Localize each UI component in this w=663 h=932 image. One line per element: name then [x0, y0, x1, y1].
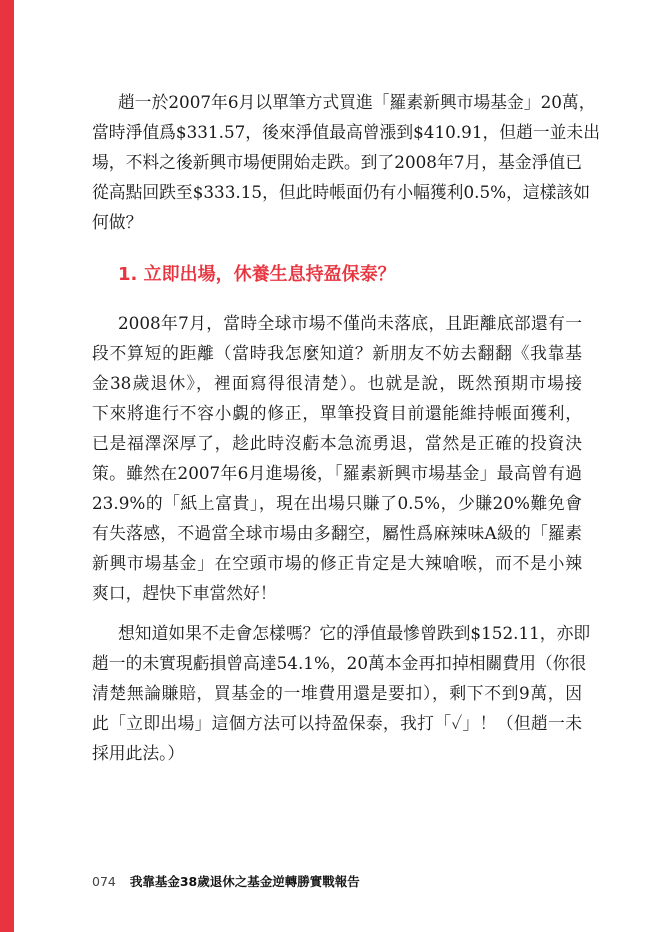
paragraph-1-line-1: 趙一於2007年6月以單筆方式買進「羅素新興市場基金」20萬， — [118, 92, 596, 112]
book-title: 我靠基金38歲退休之基金逆轉勝實戰報告 — [129, 874, 360, 889]
page-edge-bar — [0, 0, 14, 932]
paragraph-2-line-3: 金38歲退休》，裡面寫得很清楚）。也就是說，既然預期市場接 — [92, 373, 582, 393]
paragraph-3-line-2: 趙一的未實現虧損曾高達54.1%，20萬本金再扣掉相關費用（你很 — [92, 653, 587, 673]
paragraph-1-line-5: 何做？ — [92, 212, 143, 232]
section-heading: 1. 立即出場，休養生息持盈保泰？ — [118, 264, 396, 285]
paragraph-2-line-1: 2008年7月，當時全球市場不僅尚未落底，且距離底部還有一 — [118, 313, 582, 333]
paragraph-2-line-9: 新興市場基金」在空頭市場的修正肯定是大辣嗆喉，而不是小辣 — [92, 553, 582, 573]
paragraph-2-line-8: 有失落感，不過當全球市場由多翻空，屬性爲麻辣味A級的「羅素 — [92, 523, 582, 543]
paragraph-2-line-4: 下來將進行不容小覷的修正，單筆投資目前還能維持帳面獲利， — [92, 403, 582, 423]
paragraph-1-line-3: 場，不料之後新興市場便開始走跌。到了2008年7月，基金淨值已 — [92, 152, 582, 172]
paragraph-2-line-10: 爽口，趕快下車當然好！ — [92, 583, 277, 603]
paragraph-2-line-5: 已是福澤深厚了，趁此時沒虧本急流勇退，當然是正確的投資決 — [92, 433, 582, 453]
paragraph-3-line-5: 採用此法。） — [92, 743, 185, 763]
paragraph-3-line-3: 清楚無論賺賠，買基金的一堆費用還是要扣），剩下不到9萬，因 — [92, 683, 582, 703]
paragraph-1-line-2: 當時淨值爲$331.57，後來淨值最高曾漲到$410.91，但趙一並未出 — [92, 122, 600, 142]
page-number: 074 — [92, 874, 116, 889]
paragraph-2-line-2: 段不算短的距離（當時我怎麼知道？新朋友不妨去翻翻《我靠基 — [92, 343, 582, 363]
paragraph-3-line-4: 此「立即出場」這個方法可以持盈保泰，我打「✓」！（但趙一未 — [92, 713, 582, 733]
paragraph-3-line-1: 想知道如果不走會怎樣嗎？它的淨值最慘曾跌到$152.11，亦即 — [118, 623, 591, 643]
paragraph-1-line-4: 從高點回跌至$333.15，但此時帳面仍有小幅獲利0.5%，這樣該如 — [92, 182, 590, 202]
page-footer — [92, 872, 360, 892]
paragraph-2-line-6: 策。雖然在2007年6月進場後，「羅素新興市場基金」最高曾有過 — [92, 463, 582, 483]
paragraph-2-line-7: 23.9%的「紙上富貴」，現在出場只賺了0.5%，少賺20%難免會 — [92, 493, 582, 513]
